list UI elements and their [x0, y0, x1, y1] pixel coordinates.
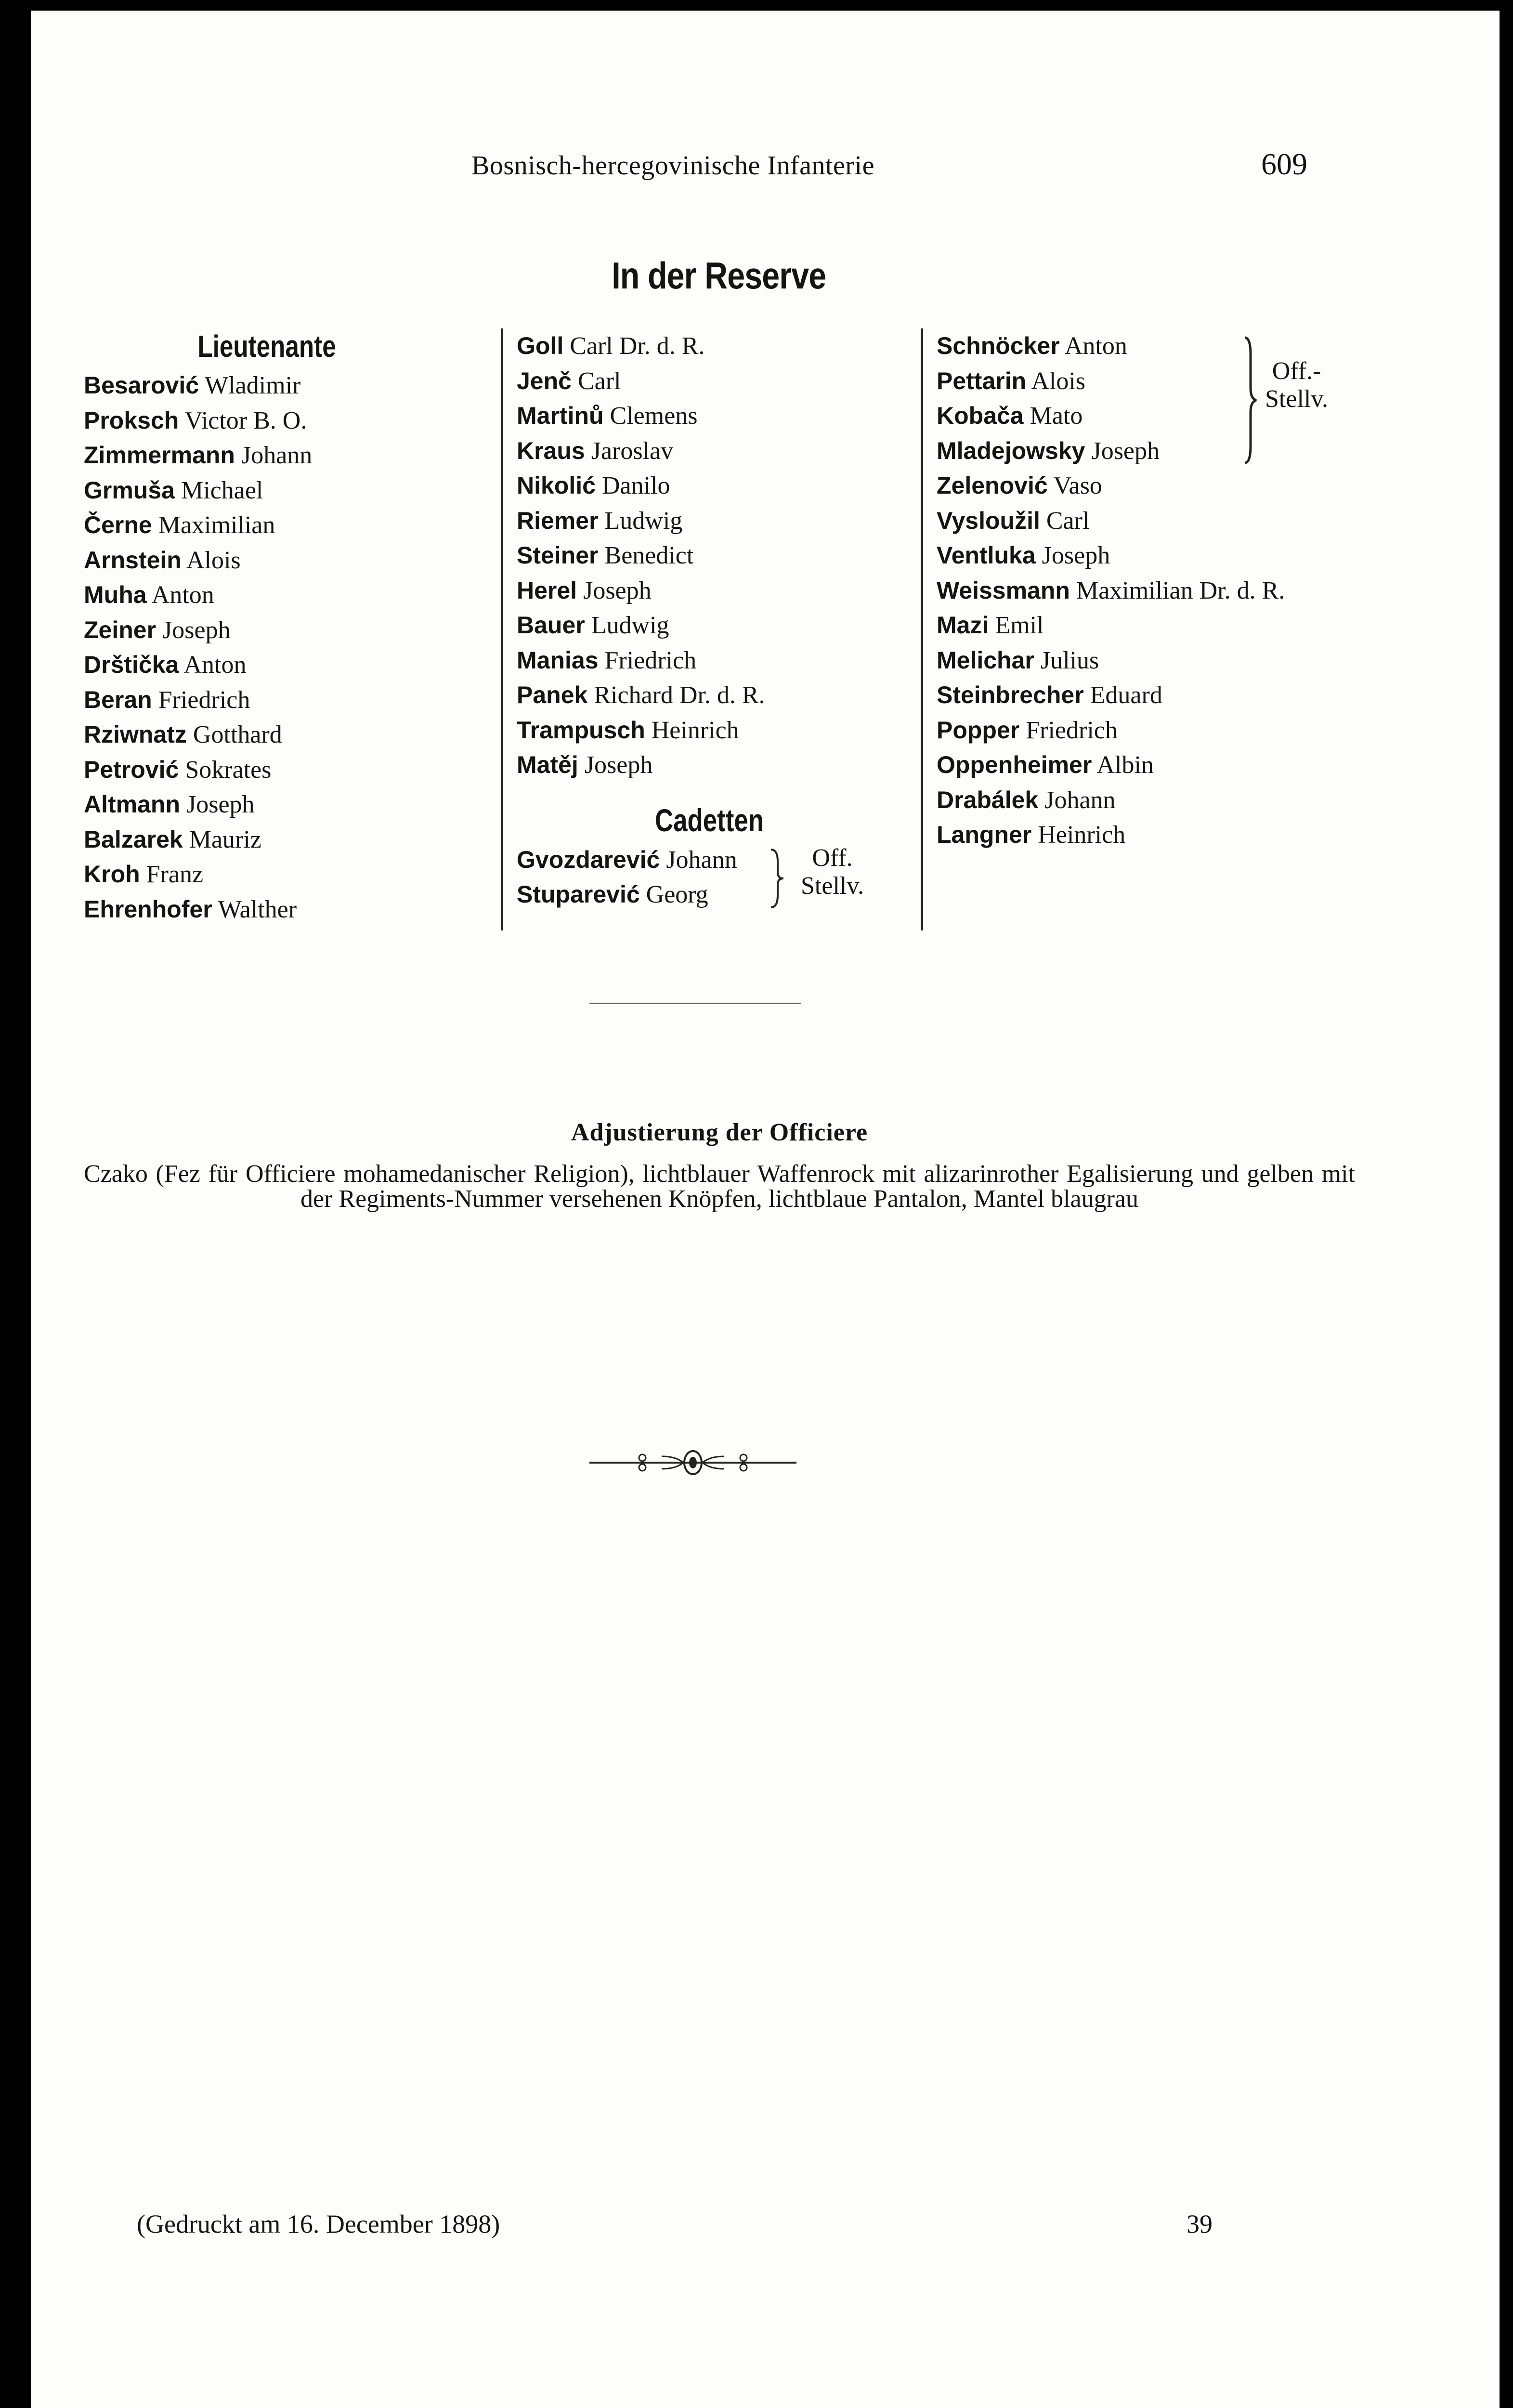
sheet-signature: 39 — [1187, 2210, 1213, 2238]
surname: Matěj — [517, 751, 578, 778]
surname: Manias — [517, 646, 599, 674]
given-name: Friedrich — [1026, 716, 1118, 744]
given-name: Emil — [995, 612, 1044, 639]
page — [31, 11, 1500, 2408]
column-reserve-2 — [501, 328, 931, 930]
given-name: Carl — [1046, 507, 1090, 535]
surname: Balzarek — [84, 825, 183, 853]
surname: Schnöcker — [937, 332, 1060, 359]
surname: Proksch — [84, 406, 179, 434]
given-name: Wladimir — [205, 372, 301, 399]
surname: Riemer — [517, 507, 599, 534]
list-item — [84, 368, 450, 403]
section-title: In der Reserve — [612, 254, 826, 297]
list-item — [937, 433, 1418, 469]
list-item — [517, 503, 931, 538]
list-item — [937, 328, 1418, 364]
given-name: Sokrates — [185, 756, 272, 784]
surname: Bauer — [517, 612, 585, 639]
given-name: Heinrich — [651, 716, 739, 744]
list-item — [84, 822, 450, 857]
surname: Nikolić — [517, 472, 596, 499]
given-name: Anton — [183, 651, 247, 679]
list-item — [517, 468, 931, 503]
given-name: Carl — [577, 367, 621, 395]
given-name: Friedrich — [604, 646, 697, 674]
list-item — [517, 678, 931, 713]
list-item — [84, 857, 450, 892]
surname: Steiner — [517, 542, 599, 569]
list-item — [517, 713, 931, 748]
list-item — [84, 508, 450, 543]
surname: Beran — [84, 686, 152, 713]
surname: Kobača — [937, 402, 1024, 429]
print-date: (Gedruckt am 16. December 1898) — [137, 2210, 500, 2238]
surname: Drštička — [84, 651, 179, 678]
given-name: Ludwig — [591, 612, 669, 639]
surname: Trampusch — [517, 716, 645, 744]
given-name: Gotthard — [193, 721, 282, 748]
list-item — [937, 538, 1418, 573]
surname: Mladejowsky — [937, 437, 1085, 464]
surname: Pettarin — [937, 367, 1027, 394]
given-name: Georg — [646, 881, 708, 908]
list-item — [84, 717, 450, 752]
page-number: 609 — [1261, 147, 1307, 181]
surname: Popper — [937, 716, 1020, 744]
given-name: Joseph — [186, 791, 255, 818]
column-reserve-3 — [921, 328, 1418, 930]
list-item — [937, 643, 1418, 678]
given-name: Clemens — [610, 402, 698, 430]
list-item — [517, 364, 931, 399]
given-name: Maximilian Dr. d. R. — [1076, 576, 1285, 604]
surname: Goll — [517, 332, 564, 359]
given-name: Benedict — [604, 542, 694, 569]
surname: Černe — [84, 511, 152, 538]
cadets-group — [517, 842, 931, 912]
surname: Melichar — [937, 646, 1034, 674]
given-name: Joseph — [1042, 542, 1110, 569]
surname: Weissmann — [937, 576, 1070, 604]
given-name: Walther — [218, 895, 297, 923]
surname: Muha — [84, 581, 147, 608]
list-item — [937, 747, 1418, 783]
brace-icon — [767, 847, 786, 910]
list-item — [517, 877, 931, 912]
surname: Vysloužil — [937, 507, 1040, 534]
surname: Grmuša — [84, 476, 175, 504]
given-name: Alois — [1031, 367, 1085, 395]
surname: Rziwnatz — [84, 721, 187, 748]
cadets-note: Off. Stellv. — [801, 844, 864, 900]
list-item — [84, 613, 450, 648]
list-item — [84, 438, 450, 473]
list-item — [517, 328, 931, 364]
surname: Steinbrecher — [937, 681, 1084, 708]
list-item — [84, 577, 450, 613]
list-item — [937, 783, 1418, 818]
given-name: Joseph — [162, 616, 231, 644]
list-item — [84, 892, 450, 927]
list-item — [517, 608, 931, 643]
list-item — [517, 398, 931, 433]
list-item — [84, 543, 450, 578]
entry-list — [84, 368, 450, 927]
list-item — [937, 398, 1418, 433]
surname: Zimmermann — [84, 442, 235, 469]
surname: Ehrenhofer — [84, 895, 212, 923]
given-name: Heinrich — [1038, 821, 1126, 849]
given-name: Alois — [186, 546, 241, 574]
list-item — [937, 608, 1418, 643]
list-item — [84, 787, 450, 822]
surname: Drabálek — [937, 786, 1039, 813]
given-name: Victor B. O. — [184, 406, 307, 434]
given-name: Joseph — [583, 576, 652, 604]
list-item — [84, 473, 450, 508]
surname: Altmann — [84, 791, 180, 818]
surname: Petrović — [84, 756, 179, 783]
list-item — [84, 647, 450, 682]
list-item — [84, 752, 450, 787]
list-item — [517, 747, 931, 783]
surname: Herel — [517, 576, 577, 604]
list-item — [937, 573, 1418, 608]
entry-list — [517, 328, 931, 783]
surname: Stuparević — [517, 881, 640, 908]
surname: Arnstein — [84, 546, 182, 574]
surname: Jenč — [517, 367, 572, 394]
column-lieutenante — [84, 328, 450, 927]
given-name: Johann — [241, 442, 313, 469]
given-name: Johann — [666, 846, 737, 874]
surname: Zeiner — [84, 616, 157, 643]
list-item — [84, 682, 450, 718]
list-item — [517, 538, 931, 573]
adjustierung-text: Czako (Fez für Officiere mohamedanischer Religion), lichtblauer Waffenrock mit alizarinrother Egalisierung und gelben mit der Regiments-Nummer versehenen Knöpfen, lichtblaue Pantalon, Mantel blaugrau — [84, 1160, 1355, 1213]
given-name: Anton — [1064, 332, 1127, 360]
given-name: Maximilian — [158, 511, 275, 539]
given-name: Jaroslav — [591, 437, 674, 465]
ornament-icon — [589, 1446, 796, 1479]
running-header: Bosnisch-hercegovinische Infanterie — [471, 151, 874, 181]
list-item — [937, 678, 1418, 713]
given-name: Ludwig — [604, 507, 683, 535]
adjustierung-title: Adjustierung der Officiere — [571, 1119, 868, 1146]
list-item — [937, 364, 1418, 399]
cadetten-heading: Cadetten — [655, 802, 764, 838]
surname: Besarović — [84, 372, 199, 399]
given-name: Anton — [151, 581, 214, 609]
surname: Mazi — [937, 612, 989, 639]
list-item — [517, 842, 931, 877]
given-name: Franz — [146, 861, 204, 888]
surname: Ventluka — [937, 542, 1036, 569]
given-name: Albin — [1096, 751, 1154, 779]
brace-icon — [1241, 335, 1260, 465]
given-name: Friedrich — [158, 686, 250, 714]
given-name: Mato — [1030, 402, 1083, 430]
given-name: Carl Dr. d. R. — [570, 332, 705, 360]
group-note: Off.- Stellv. — [1265, 357, 1328, 413]
given-name: Richard Dr. d. R. — [594, 681, 765, 709]
list-item — [517, 573, 931, 608]
list-item — [517, 643, 931, 678]
surname: Kraus — [517, 437, 585, 464]
given-name: Joseph — [1091, 437, 1160, 465]
given-name: Johann — [1044, 786, 1116, 814]
cadets-list — [517, 842, 931, 912]
given-name: Joseph — [584, 751, 653, 779]
given-name: Eduard — [1090, 681, 1162, 709]
list-item — [937, 713, 1418, 748]
given-name: Michael — [181, 476, 263, 504]
given-name: Mauriz — [189, 825, 261, 853]
surname: Oppenheimer — [937, 751, 1092, 778]
surname: Panek — [517, 681, 588, 708]
list-item — [937, 817, 1418, 852]
entry-list — [937, 328, 1418, 852]
divider — [589, 1003, 801, 1004]
given-name: Danilo — [601, 472, 670, 499]
surname: Langner — [937, 821, 1032, 848]
surname: Gvozdarević — [517, 846, 660, 873]
surname: Kroh — [84, 861, 140, 888]
list-item — [84, 403, 450, 438]
surname: Zelenović — [937, 472, 1048, 499]
column-heading: Lieutenante — [197, 329, 336, 364]
given-name: Julius — [1040, 646, 1099, 674]
given-name: Vaso — [1053, 472, 1102, 499]
list-item — [937, 468, 1418, 503]
list-item — [517, 433, 931, 469]
list-item — [937, 503, 1418, 538]
surname: Martinů — [517, 402, 604, 429]
